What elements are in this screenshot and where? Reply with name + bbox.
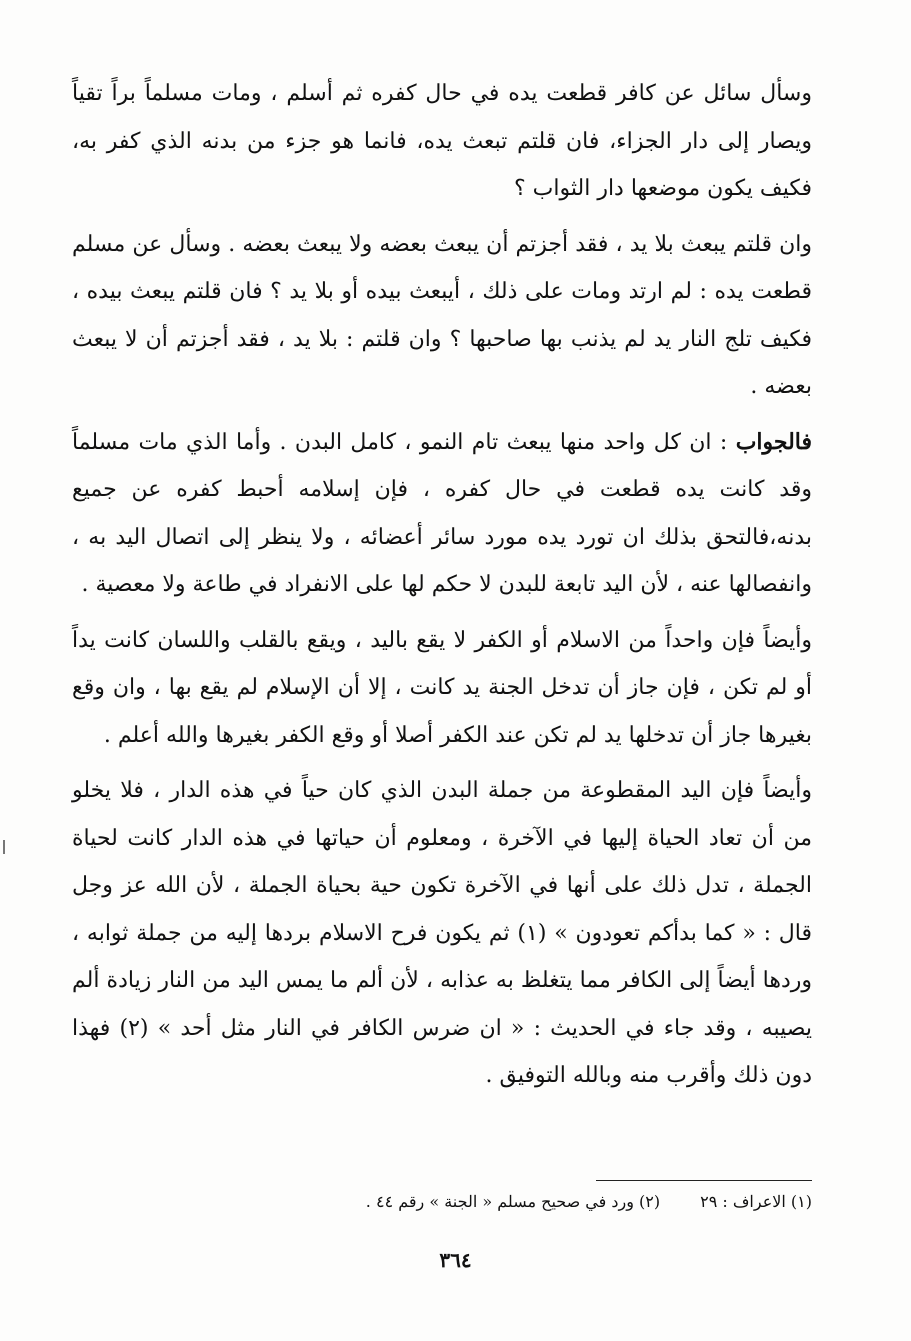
paragraph-4 [72,617,812,760]
scan-edge-mark [3,840,5,854]
paragraph-1-text: وسأل سائل عن كافر قطعت يده في حال كفره ثم أسلم ، ومات مسلماً براً تقياً ويصار إلى دار الجزاء، فان قلتم تبعث يده، فانما هو جزء من بدنه الذي كفر به، فكيف يكون موضعها دار الثواب ؟ [72,81,812,201]
paragraph-2-text: وان قلتم يبعث بلا يد ، فقد أجزتم أن يبعث بعضه ولا يبعث بعضه . وسأل عن مسلم قطعت يده : لم ارتد ومات على ذلك ، أيبعث بيده أو بلا يد ؟ فان قلتم يبعث بيده ، فكيف تلج النار يد لم يذنب بها صاحبها ؟ وان قلتم : بلا يد ، فقد أجزتم أن لا يبعث بعضه . [72,231,812,399]
main-text [72,70,812,1108]
paragraph-3-text: : ان كل واحد منها يبعث تام النمو ، كامل البدن . وأما الذي مات مسلماً وقد كانت يده قطعت في حال كفره ، فإن إسلامه أحبط كفره عن جميع بدنه،فالتحق بذلك ان تورد يده مورد سائر أعضائه ، ولا ينظر إلى اتصال اليد به ، وانفصالها عنه ، لأن اليد تابعة للبدن لا حكم لها على الانفراد في طاعة ولا معصية . [72,429,812,597]
page-number: ٣٦٤ [439,1248,472,1272]
paragraph-4-text: وأيضاً فإن واحداً من الاسلام أو الكفر لا يقع باليد ، ويقع بالقلب واللسان كانت يداً أو لم تكن ، فإن جاز أن تدخل الجنة يد كانت ، إلا أن الإسلام لم يقع بها ، وان وقع بغيرها جاز أن تدخلها يد لم تكن عند الكفر أصلا أو وقع الكفر بغيرها والله أعلم . [72,627,812,748]
footnote-divider [596,1180,812,1181]
paragraph-5 [72,767,812,1100]
paragraph-5-text: وأيضاً فإن اليد المقطوعة من جملة البدن الذي كان حياً في هذه الدار ، فلا يخلو من أن تعاد الحياة إليها في الآخرة ، ومعلوم أن حياتها في هذه الدار كانت لحياة الجملة ، تدل ذلك على أنها في الآخرة تكون حية بحياة الجملة ، لأن الله عز وجل قال : « كما بدأكم تعودون » (١) ثم يكون فرح الاسلام بردها إليه من جملة ثوابه ، وردها أيضاً إلى الكافر مما يتغلظ به عذابه ، لأن ألم ما يمس اليد من النار زيادة ألم يصيبه ، وقد جاء في الحديث : « ان ضرس الكافر في النار مثل أحد » (٢) فهذا دون ذلك وأقرب منه وبالله التوفيق . [72,778,812,1088]
footnotes [220,1190,812,1214]
paragraph-2 [72,221,812,411]
paragraph-3-lead: فالجواب [735,428,812,455]
footnote-1: (١) الاعراف : ٢٩ [700,1192,812,1211]
footnote-2: (٢) ورد في صحيح مسلم « الجنة » رقم ٤٤ . [365,1192,661,1211]
paragraph-1 [72,70,812,213]
paragraph-3 [72,419,812,609]
